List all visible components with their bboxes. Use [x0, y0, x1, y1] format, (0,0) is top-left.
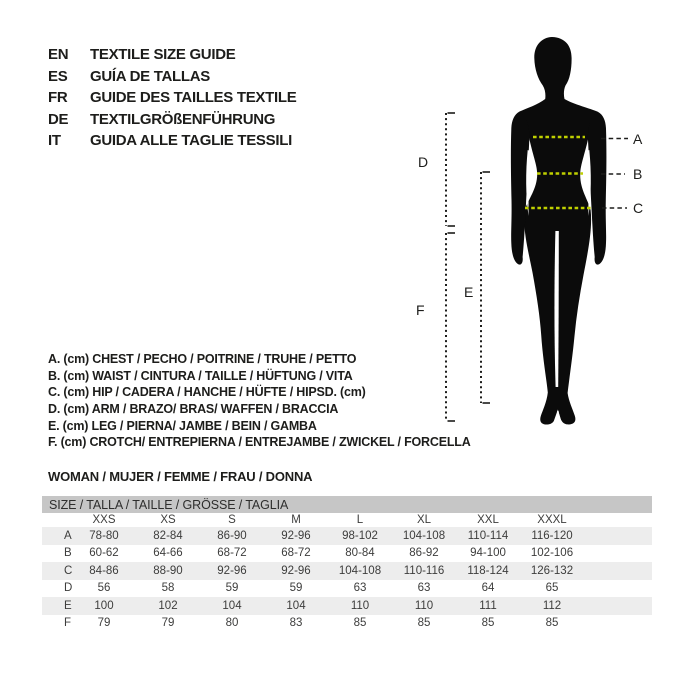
language-row — [48, 66, 296, 88]
size-cell: 59 — [289, 582, 303, 595]
size-cell: 94-100 — [470, 547, 506, 560]
size-cell: 104-108 — [338, 564, 382, 577]
size-cell: 85 — [481, 617, 495, 630]
language-code: DE — [48, 110, 69, 128]
size-cell: 60-62 — [89, 547, 119, 560]
size-cell: 104 — [222, 599, 242, 612]
size-cell: 65 — [545, 582, 559, 595]
legend-line-arm: D. (cm) ARM / BRAZO/ BRAS/ WAFFEN / BRACCIA — [48, 402, 339, 417]
language-title: TEXTILGRÖßENFÜHRUNG — [90, 110, 276, 128]
size-cell: 118-124 — [467, 564, 509, 577]
language-title: GUIDA ALLE TAGLIE TESSILI — [90, 132, 292, 150]
row-label: E — [64, 599, 72, 612]
size-cell: 86-92 — [409, 547, 439, 560]
legend-line-crotch: F. (cm) CROTCH/ ENTREPIERNA / ENTREJAMBE / ZWICKEL / FORCELLA — [48, 435, 471, 450]
column-header-s: S — [228, 514, 236, 526]
language-title: GUIDE DES TAILLES TEXTILE — [90, 89, 297, 107]
size-cell: 63 — [417, 582, 431, 595]
table-row-arm — [42, 580, 652, 598]
table-row-leg — [42, 597, 652, 615]
language-row — [48, 87, 296, 109]
measurement-label-hip: C — [633, 200, 644, 216]
size-cell: 68-72 — [281, 547, 311, 560]
table-row-hip — [42, 562, 652, 580]
size-cell: 110-116 — [403, 564, 445, 577]
size-cell: 102-106 — [530, 547, 574, 560]
measurement-label-waist: B — [633, 166, 643, 182]
size-cell: 82-84 — [153, 529, 183, 542]
legend-line-chest: A. (cm) CHEST / PECHO / POITRINE / TRUHE / PETTO — [48, 352, 357, 367]
measurement-label-crotch: F — [416, 302, 425, 318]
row-label: F — [64, 617, 72, 630]
measurement-legend — [48, 351, 471, 451]
size-cell: 110 — [350, 599, 370, 612]
title-language-list — [48, 44, 296, 152]
language-code: FR — [48, 89, 68, 107]
size-cell: 80-84 — [345, 547, 375, 560]
size-cell: 111 — [479, 599, 497, 612]
language-title: TEXTILE SIZE GUIDE — [90, 46, 236, 64]
size-cell: 59 — [225, 582, 239, 595]
column-header-xxxl: XXXL — [537, 514, 567, 526]
size-table — [42, 496, 652, 632]
legend-line-leg: E. (cm) LEG / PIERNA/ JAMBE / BEIN / GAMBA — [48, 418, 317, 433]
column-header-xl: XL — [416, 514, 432, 526]
size-cell: 83 — [289, 617, 303, 630]
measurement-label-leg: E — [464, 284, 474, 300]
column-header-xs: XS — [160, 514, 176, 526]
row-label: D — [64, 582, 73, 595]
size-cell: 79 — [161, 617, 175, 630]
size-cell: 79 — [97, 617, 111, 630]
size-cell: 116-120 — [531, 529, 573, 542]
measurement-label-chest: A — [633, 131, 643, 147]
size-cell: 85 — [417, 617, 431, 630]
size-cell: 92-96 — [281, 529, 311, 542]
size-cell: 88-90 — [153, 564, 183, 577]
row-label: B — [64, 547, 72, 560]
size-cell: 102 — [158, 599, 178, 612]
legend-line-waist: B. (cm) WAIST / CINTURA / TAILLE / HÜFTUNG / VITA — [48, 368, 353, 383]
size-cell: 92-96 — [217, 564, 247, 577]
table-column-header-row — [42, 513, 652, 527]
row-label: A — [64, 529, 72, 542]
column-header-m: M — [291, 514, 301, 526]
language-row — [48, 109, 296, 131]
size-cell: 110 — [414, 599, 434, 612]
woman-silhouette — [511, 37, 607, 425]
row-label: C — [64, 564, 73, 577]
language-code: IT — [48, 132, 61, 150]
size-cell: 86-90 — [217, 529, 247, 542]
measurement-label-arm: D — [418, 154, 429, 170]
table-header-bar: SIZE / TALLA / TAILLE / GRÖSSE / TAGLIA — [42, 496, 652, 513]
category-woman-label: WOMAN / MUJER / FEMME / FRAU / DONNA — [48, 469, 313, 484]
language-code: ES — [48, 67, 68, 85]
size-cell: 85 — [545, 617, 559, 630]
size-cell: 63 — [353, 582, 367, 595]
language-title: GUÍA DE TALLAS — [90, 67, 210, 85]
legend-line-hip: C. (cm) HIP / CADERA / HANCHE / HÜFTE / HIPSD. (cm) — [48, 385, 366, 400]
size-cell: 110-114 — [467, 529, 509, 542]
size-cell: 78-80 — [89, 529, 119, 542]
size-cell: 112 — [542, 599, 562, 612]
language-row — [48, 44, 296, 66]
language-row — [48, 130, 296, 152]
size-cell: 98-102 — [342, 529, 378, 542]
table-row-crotch — [42, 615, 652, 633]
size-cell: 100 — [94, 599, 114, 612]
table-row-waist — [42, 545, 652, 563]
size-cell: 64-66 — [153, 547, 183, 560]
size-cell: 56 — [97, 582, 111, 595]
column-header-l: L — [356, 514, 364, 526]
size-cell: 104 — [286, 599, 306, 612]
language-code: EN — [48, 46, 69, 64]
size-cell: 80 — [225, 617, 239, 630]
size-cell: 58 — [161, 582, 175, 595]
size-cell: 64 — [481, 582, 495, 595]
size-cell: 104-108 — [402, 529, 446, 542]
size-cell: 68-72 — [217, 547, 247, 560]
table-row-chest — [42, 527, 652, 545]
column-header-xxl: XXL — [477, 514, 499, 526]
size-cell: 92-96 — [281, 564, 311, 577]
size-cell: 126-132 — [530, 564, 574, 577]
size-cell: 85 — [353, 617, 367, 630]
size-cell: 84-86 — [89, 564, 119, 577]
column-header-xxs: XXS — [92, 514, 116, 526]
